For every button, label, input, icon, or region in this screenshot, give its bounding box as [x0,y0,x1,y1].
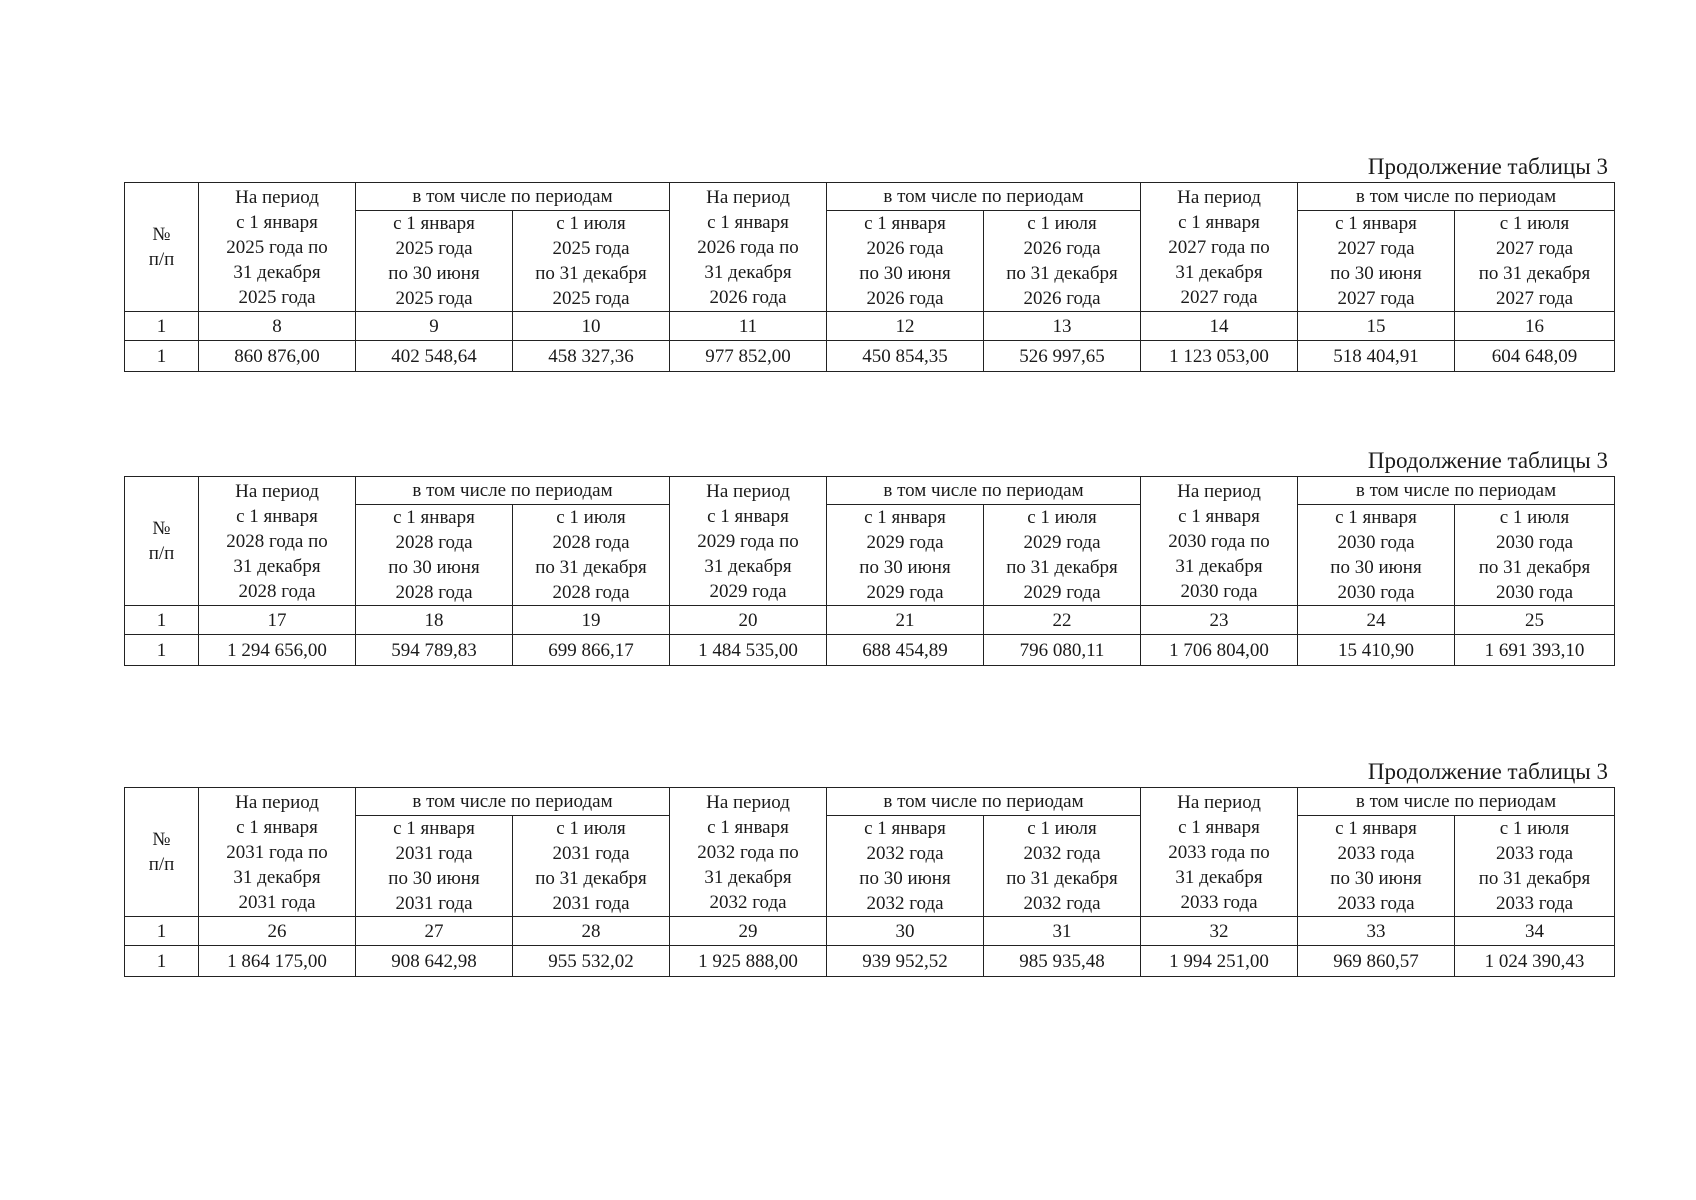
header-line: по 30 июня [1330,868,1422,889]
value-cell: 1 706 804,00 [1141,635,1298,666]
subperiod-group-header: в том числе по периодам [827,477,1141,505]
header-line: 2027 года [1495,288,1574,309]
value-cell: 969 860,57 [1298,946,1455,977]
data-table [124,182,1615,372]
header-line: 2029 года [1023,532,1101,553]
header-line: 2032 года [1023,843,1101,864]
value-cell: 594 789,83 [356,635,513,666]
second-half-header [513,816,670,917]
header-line: 31 декабря [233,866,321,888]
header-line: 2031 года [552,893,630,914]
value-cell: 1 123 053,00 [1141,341,1298,372]
column-number-cell: 32 [1141,917,1298,946]
value-cell: 1 864 175,00 [199,946,356,977]
period-total-header [670,477,827,606]
column-number-cell: 33 [1298,917,1455,946]
column-number-cell: 18 [356,606,513,635]
column-number-cell: 9 [356,312,513,341]
header-line: 2029 года [1023,582,1101,603]
header-line: по 30 июня [859,868,951,889]
column-number-cell: 30 [827,917,984,946]
header-line: 2028 года [552,582,630,603]
header-line: На период [706,480,790,502]
table-row [125,341,1615,372]
header-line: по 31 декабря [1006,263,1118,284]
second-half-header [1455,816,1615,917]
header-line: На период [706,791,790,813]
header-line: по 30 июня [859,263,951,284]
column-number-cell: 11 [670,312,827,341]
row-number-header [125,788,199,917]
header-line: 2025 года [552,288,630,309]
header-line: 2028 года по [226,530,328,552]
column-number-cell: 1 [125,312,199,341]
subperiod-group-header: в том числе по периодам [1298,788,1615,816]
header-line: 2027 года [1180,286,1258,308]
header-line: 31 декабря [704,866,792,888]
column-number-cell: 21 [827,606,984,635]
table-caption: Продолжение таблицы 3 [1367,154,1608,179]
header-line: с 1 января [1178,505,1260,527]
header-line: с 1 января [1335,507,1417,528]
table-row [125,635,1615,666]
column-number-cell: 15 [1298,312,1455,341]
header-line: с 1 июля [556,213,626,234]
header-line: 2025 года [552,238,630,259]
column-number-cell: 10 [513,312,670,341]
first-half-header [827,211,984,312]
period-total-header [199,477,356,606]
header-line: На период [235,186,319,208]
subperiod-group-header: в том числе по периодам [1298,477,1615,505]
header-line: На период [235,480,319,502]
subperiod-group-header: в том числе по периодам [1298,183,1615,211]
header-line: 2030 года [1495,532,1574,553]
header-line: по 30 июня [388,263,480,284]
header-line: с 1 июля [1499,507,1570,528]
header-line: с 1 июля [556,507,626,528]
header-line: 2028 года [395,532,473,553]
period-total-header [1141,477,1298,606]
value-cell: 526 997,65 [984,341,1141,372]
header-line: с 1 января [864,213,946,234]
column-number-cell: 34 [1455,917,1615,946]
header-line: 2025 года [238,286,316,308]
subperiod-group-header: в том числе по периодам [356,183,670,211]
header-line: с 1 января [1178,816,1260,838]
column-number-cell: 29 [670,917,827,946]
header-line: с 1 июля [1499,818,1570,839]
header-line: с 1 января [236,211,318,233]
second-half-header [1455,211,1615,312]
header-line: с 1 июля [1027,213,1097,234]
value-cell: 955 532,02 [513,946,670,977]
header-line: 2033 года [1495,893,1574,914]
period-total-header [1141,788,1298,917]
column-number-cell: 31 [984,917,1141,946]
header-line: 2025 года [395,288,473,309]
header-line: 31 декабря [233,555,321,577]
header-line: 2025 года [395,238,473,259]
header-line: 31 декабря [1175,555,1263,577]
period-total-header [670,183,827,312]
value-cell: 688 454,89 [827,635,984,666]
table-caption: Продолжение таблицы 3 [1367,448,1608,473]
header-line: № [152,518,171,539]
header-line: п/п [148,543,175,564]
header-line: На период [1177,791,1261,813]
header-line: 2031 года по [226,841,328,863]
header-line: 31 декабря [704,261,792,283]
value-cell: 1 925 888,00 [670,946,827,977]
first-half-header [356,211,513,312]
header-line: по 30 июня [388,557,480,578]
subperiod-group-header: в том числе по периодам [827,788,1141,816]
header-line: 31 декабря [233,261,321,283]
header-line: по 31 декабря [1006,557,1118,578]
header-line: 2026 года [709,286,787,308]
value-cell: 15 410,90 [1298,635,1455,666]
header-line: 2031 года [238,891,316,913]
column-number-cell: 25 [1455,606,1615,635]
header-line: 2032 года [709,891,787,913]
value-cell: 699 866,17 [513,635,670,666]
table-block [124,448,1614,666]
header-line: с 1 января [707,816,789,838]
value-cell: 1 [125,635,199,666]
column-number-cell: 19 [513,606,670,635]
column-number-cell: 26 [199,917,356,946]
column-number-cell: 24 [1298,606,1455,635]
header-line: 2026 года [1023,238,1101,259]
column-number-cell: 27 [356,917,513,946]
header-line: по 30 июня [1330,557,1422,578]
header-line: по 30 июня [1330,263,1422,284]
header-line: 2029 года по [697,530,799,552]
period-total-header [670,788,827,917]
value-cell: 1 294 656,00 [199,635,356,666]
header-line: На период [1177,186,1261,208]
header-line: 2028 года [238,580,316,602]
header-line: с 1 января [236,816,318,838]
first-half-header [356,505,513,606]
subperiod-group-header: в том числе по периодам [356,788,670,816]
header-row-top [125,788,1615,816]
column-number-cell: 17 [199,606,356,635]
column-number-row [125,606,1615,635]
value-cell: 1 691 393,10 [1455,635,1615,666]
row-number-header [125,477,199,606]
second-half-header [984,816,1141,917]
header-line: 2031 года [395,843,473,864]
header-line: На период [1177,480,1261,502]
first-half-header [1298,816,1455,917]
header-line: с 1 января [1178,211,1260,233]
header-line: 2033 года [1337,893,1415,914]
column-number-cell: 28 [513,917,670,946]
column-number-cell: 12 [827,312,984,341]
header-line: 2032 года по [697,841,799,863]
header-line: 2028 года [552,532,630,553]
header-line: по 30 июня [388,868,480,889]
column-number-row [125,312,1615,341]
header-line: 2029 года [866,582,944,603]
header-line: 2030 года [1337,532,1415,553]
header-line: 2030 года [1337,582,1415,603]
header-line: 2032 года [1023,893,1101,914]
row-number-header [125,183,199,312]
value-cell: 1 [125,946,199,977]
header-line: 2030 года по [1168,530,1270,552]
column-number-cell: 13 [984,312,1141,341]
data-table [124,476,1615,666]
first-half-header [1298,211,1455,312]
header-line: по 31 декабря [535,263,647,284]
header-line: 2033 года [1180,891,1258,913]
header-line: по 31 декабря [1478,868,1591,889]
header-line: с 1 января [1335,818,1417,839]
header-line: 2032 года [866,893,944,914]
header-line: с 1 января [707,505,789,527]
column-number-cell: 8 [199,312,356,341]
header-line: с 1 января [236,505,318,527]
data-table [124,787,1615,977]
header-line: 2027 года [1337,238,1415,259]
header-line: 2031 года [552,843,630,864]
header-line: 2028 года [395,582,473,603]
first-half-header [1298,505,1455,606]
column-number-cell: 1 [125,606,199,635]
header-line: по 31 декабря [535,557,647,578]
header-line: № [152,829,171,850]
second-half-header [1455,505,1615,606]
header-line: 2030 года [1495,582,1574,603]
table-caption: Продолжение таблицы 3 [1367,759,1608,784]
subperiod-group-header: в том числе по периодам [356,477,670,505]
value-cell: 604 648,09 [1455,341,1615,372]
value-cell: 458 327,36 [513,341,670,372]
header-line: с 1 января [1335,213,1417,234]
column-number-cell: 1 [125,917,199,946]
header-line: 2031 года [395,893,473,914]
header-line: п/п [148,249,175,270]
value-cell: 402 548,64 [356,341,513,372]
value-cell: 518 404,91 [1298,341,1455,372]
header-line: 2026 года [866,288,944,309]
value-cell: 1 484 535,00 [670,635,827,666]
header-line: № [152,224,171,245]
first-half-header [356,816,513,917]
header-line: На период [235,791,319,813]
first-half-header [827,816,984,917]
header-line: 2033 года [1495,843,1574,864]
second-half-header [513,211,670,312]
header-line: 2030 года [1180,580,1258,602]
header-line: 2027 года [1337,288,1415,309]
period-total-header [1141,183,1298,312]
header-line: 2029 года [709,580,787,602]
second-half-header [984,505,1141,606]
header-line: с 1 января [393,507,475,528]
header-line: 31 декабря [1175,261,1263,283]
table-block [124,154,1614,372]
header-line: 2029 года [866,532,944,553]
table-block [124,759,1614,977]
header-row-top [125,183,1615,211]
value-cell: 860 876,00 [199,341,356,372]
column-number-cell: 20 [670,606,827,635]
column-number-cell: 23 [1141,606,1298,635]
header-line: 2027 года по [1168,236,1270,258]
header-line: с 1 января [707,211,789,233]
header-line: с 1 июля [1027,507,1097,528]
value-cell: 450 854,35 [827,341,984,372]
header-line: 2033 года [1337,843,1415,864]
header-line: по 31 декабря [1478,263,1591,284]
value-cell: 908 642,98 [356,946,513,977]
header-row-top [125,477,1615,505]
value-cell: 1 [125,341,199,372]
column-number-row [125,917,1615,946]
header-line: 2033 года по [1168,841,1270,863]
header-line: с 1 января [864,507,946,528]
header-line: с 1 января [393,213,475,234]
header-line: с 1 июля [556,818,626,839]
header-line: по 31 декабря [1006,868,1118,889]
header-line: по 31 декабря [535,868,647,889]
header-line: 2026 года [1023,288,1101,309]
header-line: 2032 года [866,843,944,864]
value-cell: 939 952,52 [827,946,984,977]
header-line: с 1 января [393,818,475,839]
second-half-header [513,505,670,606]
value-cell: 985 935,48 [984,946,1141,977]
header-line: На период [706,186,790,208]
header-line: 31 декабря [1175,866,1263,888]
header-line: по 31 декабря [1478,557,1591,578]
value-cell: 977 852,00 [670,341,827,372]
period-total-header [199,183,356,312]
value-cell: 796 080,11 [984,635,1141,666]
header-line: 31 декабря [704,555,792,577]
header-line: 2026 года по [697,236,799,258]
header-line: 2027 года [1495,238,1574,259]
header-line: 2026 года [866,238,944,259]
table-row [125,946,1615,977]
value-cell: 1 994 251,00 [1141,946,1298,977]
subperiod-group-header: в том числе по периодам [827,183,1141,211]
header-line: п/п [148,854,175,875]
second-half-header [984,211,1141,312]
header-line: 2025 года по [226,236,328,258]
header-line: с 1 июля [1027,818,1097,839]
header-line: по 30 июня [859,557,951,578]
value-cell: 1 024 390,43 [1455,946,1615,977]
column-number-cell: 16 [1455,312,1615,341]
column-number-cell: 22 [984,606,1141,635]
header-line: с 1 июля [1499,213,1570,234]
column-number-cell: 14 [1141,312,1298,341]
first-half-header [827,505,984,606]
period-total-header [199,788,356,917]
header-line: с 1 января [864,818,946,839]
